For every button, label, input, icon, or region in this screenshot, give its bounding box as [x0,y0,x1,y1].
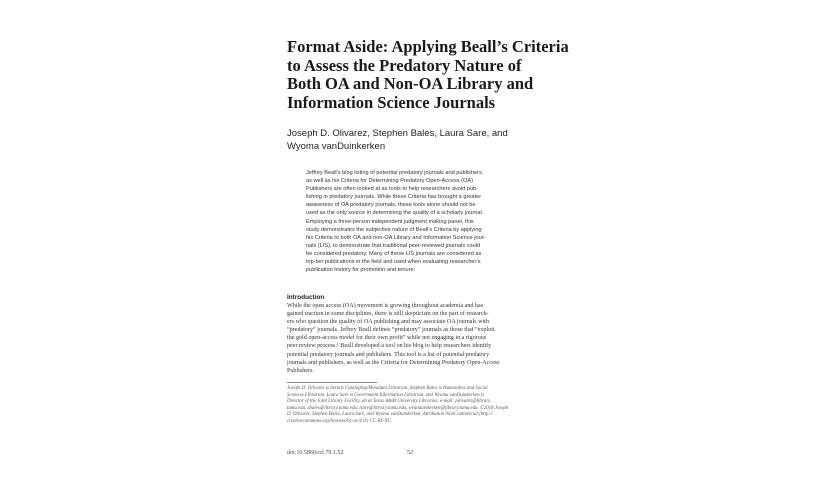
footnote-line: Sciences Librarian, Laura Sare is Government Information Librarian, and Wyoma vanDuinkerken is [287,392,485,398]
body-line: While the open access (OA) movement is growing throughout academia and has [287,303,484,309]
abstract-line: be considered predatory. Many of these LIS journals are considered as [306,250,482,257]
title-line: Information Science Journals [287,92,496,112]
body-line: potential predatory journals and publishers. This tool is a list of potential predatory [287,351,490,358]
abstract-line: nals (LIS), to demonstrate that traditional peer-reviewed journals could [306,242,481,249]
footnote-divider [287,382,377,383]
section-heading: Introduction [287,294,325,301]
title-line: to Assess the Predatory Nature of [287,55,522,75]
page-number: 52 [407,450,413,456]
abstract-line: publication history for promotion and tenure. [306,267,416,274]
abstract-line: Jeffrey Beall’s blog listing of potential predatory journals and publishers, [306,170,484,176]
title-line: Both OA and Non-OA Library and [287,74,534,93]
body-line: the gold open-access model for their own profit” while not engaging in a rigorous [287,335,487,342]
abstract-line: his Criteria to both OA and non-OA Library and Information Science jour- [306,234,486,241]
abstract-line: study demonstrates the subjective nature of Beall’s Criteria by applying [306,226,482,233]
body-line: “predatory” journals. Jeffrey Beall defines “predatory” journals as those that “exploit [287,327,495,334]
body-line: Publishers. [287,367,314,374]
footnote-line: creativecommons.org/licenses/by-nc/4.0/) CC BY-NC. [287,418,393,424]
abstract-line: used as the only source in determining the quality of a scholarly journal. [306,210,484,217]
footnote-line: Joseph D. Olivarez is Serials Cataloging/Metadata Librarian, Stephen Bales is Humanities and Social [287,386,488,391]
doi: doi:10.5860/crl.79.1.52 [287,450,344,456]
article-title [287,38,587,112]
footnote-line: D. Olivarez, Stephen Bales, Laura Sare, and Wyoma vanDuinkerken, Attribution-NonCommercial (http:// [287,412,493,417]
author-line: Joseph D. Olivarez, Stephen Bales, Laura Sare, and [287,128,508,139]
author-list [287,127,577,153]
author-footnote [287,386,547,425]
title-line: Format Aside: Applying Beall’s Criteria [287,37,569,56]
abstract-line: Employing a three-person independent judgment making panel, this [306,218,474,225]
abstract [306,169,546,274]
body-line: ers who question the quality of OA publishing and may associate OA journals with [287,319,489,326]
body-line: gained traction in some disciplines, there is still skepticism on the part of research- [287,311,489,318]
footnote-line: tamu.edu, sbales@library.tamu.edu, lsare@library.tamu.edu, wvanduinkerken@library.tamu.edu. ©2018 Joseph [287,405,509,411]
body-line: peer review process.¹ Beall developed a tool on his blog to help researchers identify [287,343,492,350]
body-line: journals and publishers, as well as the Criteria for Determining Predatory Open-Access [287,359,500,366]
abstract-line: top-tier publications in the field and used when evaluating researcher’s [306,259,481,266]
body-text [287,302,547,375]
author-line: Wyoma vanDuinkerken [287,141,386,152]
footnote-line: Director of the Joint Library Facility, all at Texas A&M University Libraries; e-mail: jolivarez@library. [287,399,492,404]
abstract-line: Publishers are often looked at as tools to help researchers avoid pub- [306,186,478,193]
abstract-line: lishing in predatory journals. While these Criteria has brought a greater [306,194,482,201]
abstract-line: awareness of OA predatory journals, these tools alone should not be [306,202,476,209]
abstract-line: as well as his Criteria for Determining Predatory Open-Access (OA) [306,178,473,185]
